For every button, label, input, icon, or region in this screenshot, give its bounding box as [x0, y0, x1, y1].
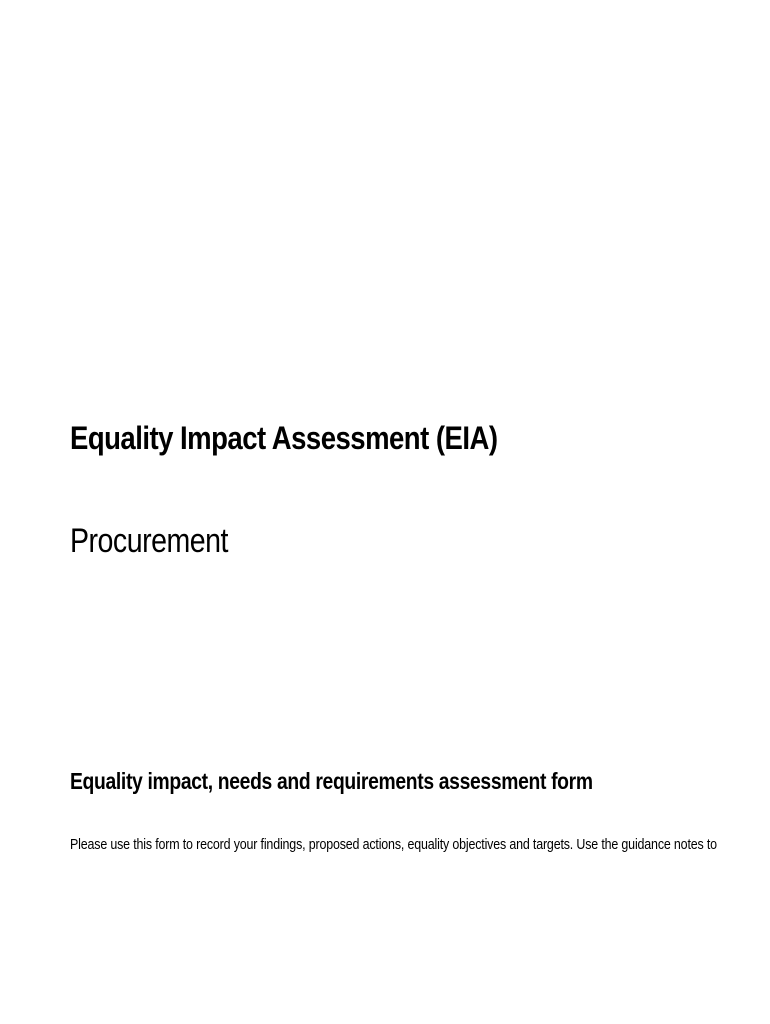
document-title: Equality Impact Assessment (EIA) [70, 420, 498, 456]
document-subtitle: Procurement [70, 522, 228, 560]
form-heading: Equality impact, needs and requirements assessment form [70, 768, 593, 794]
intro-paragraph: Please use this form to record your findings, proposed actions, equality objectives and targets. Use the guidance notes to [70, 836, 717, 853]
